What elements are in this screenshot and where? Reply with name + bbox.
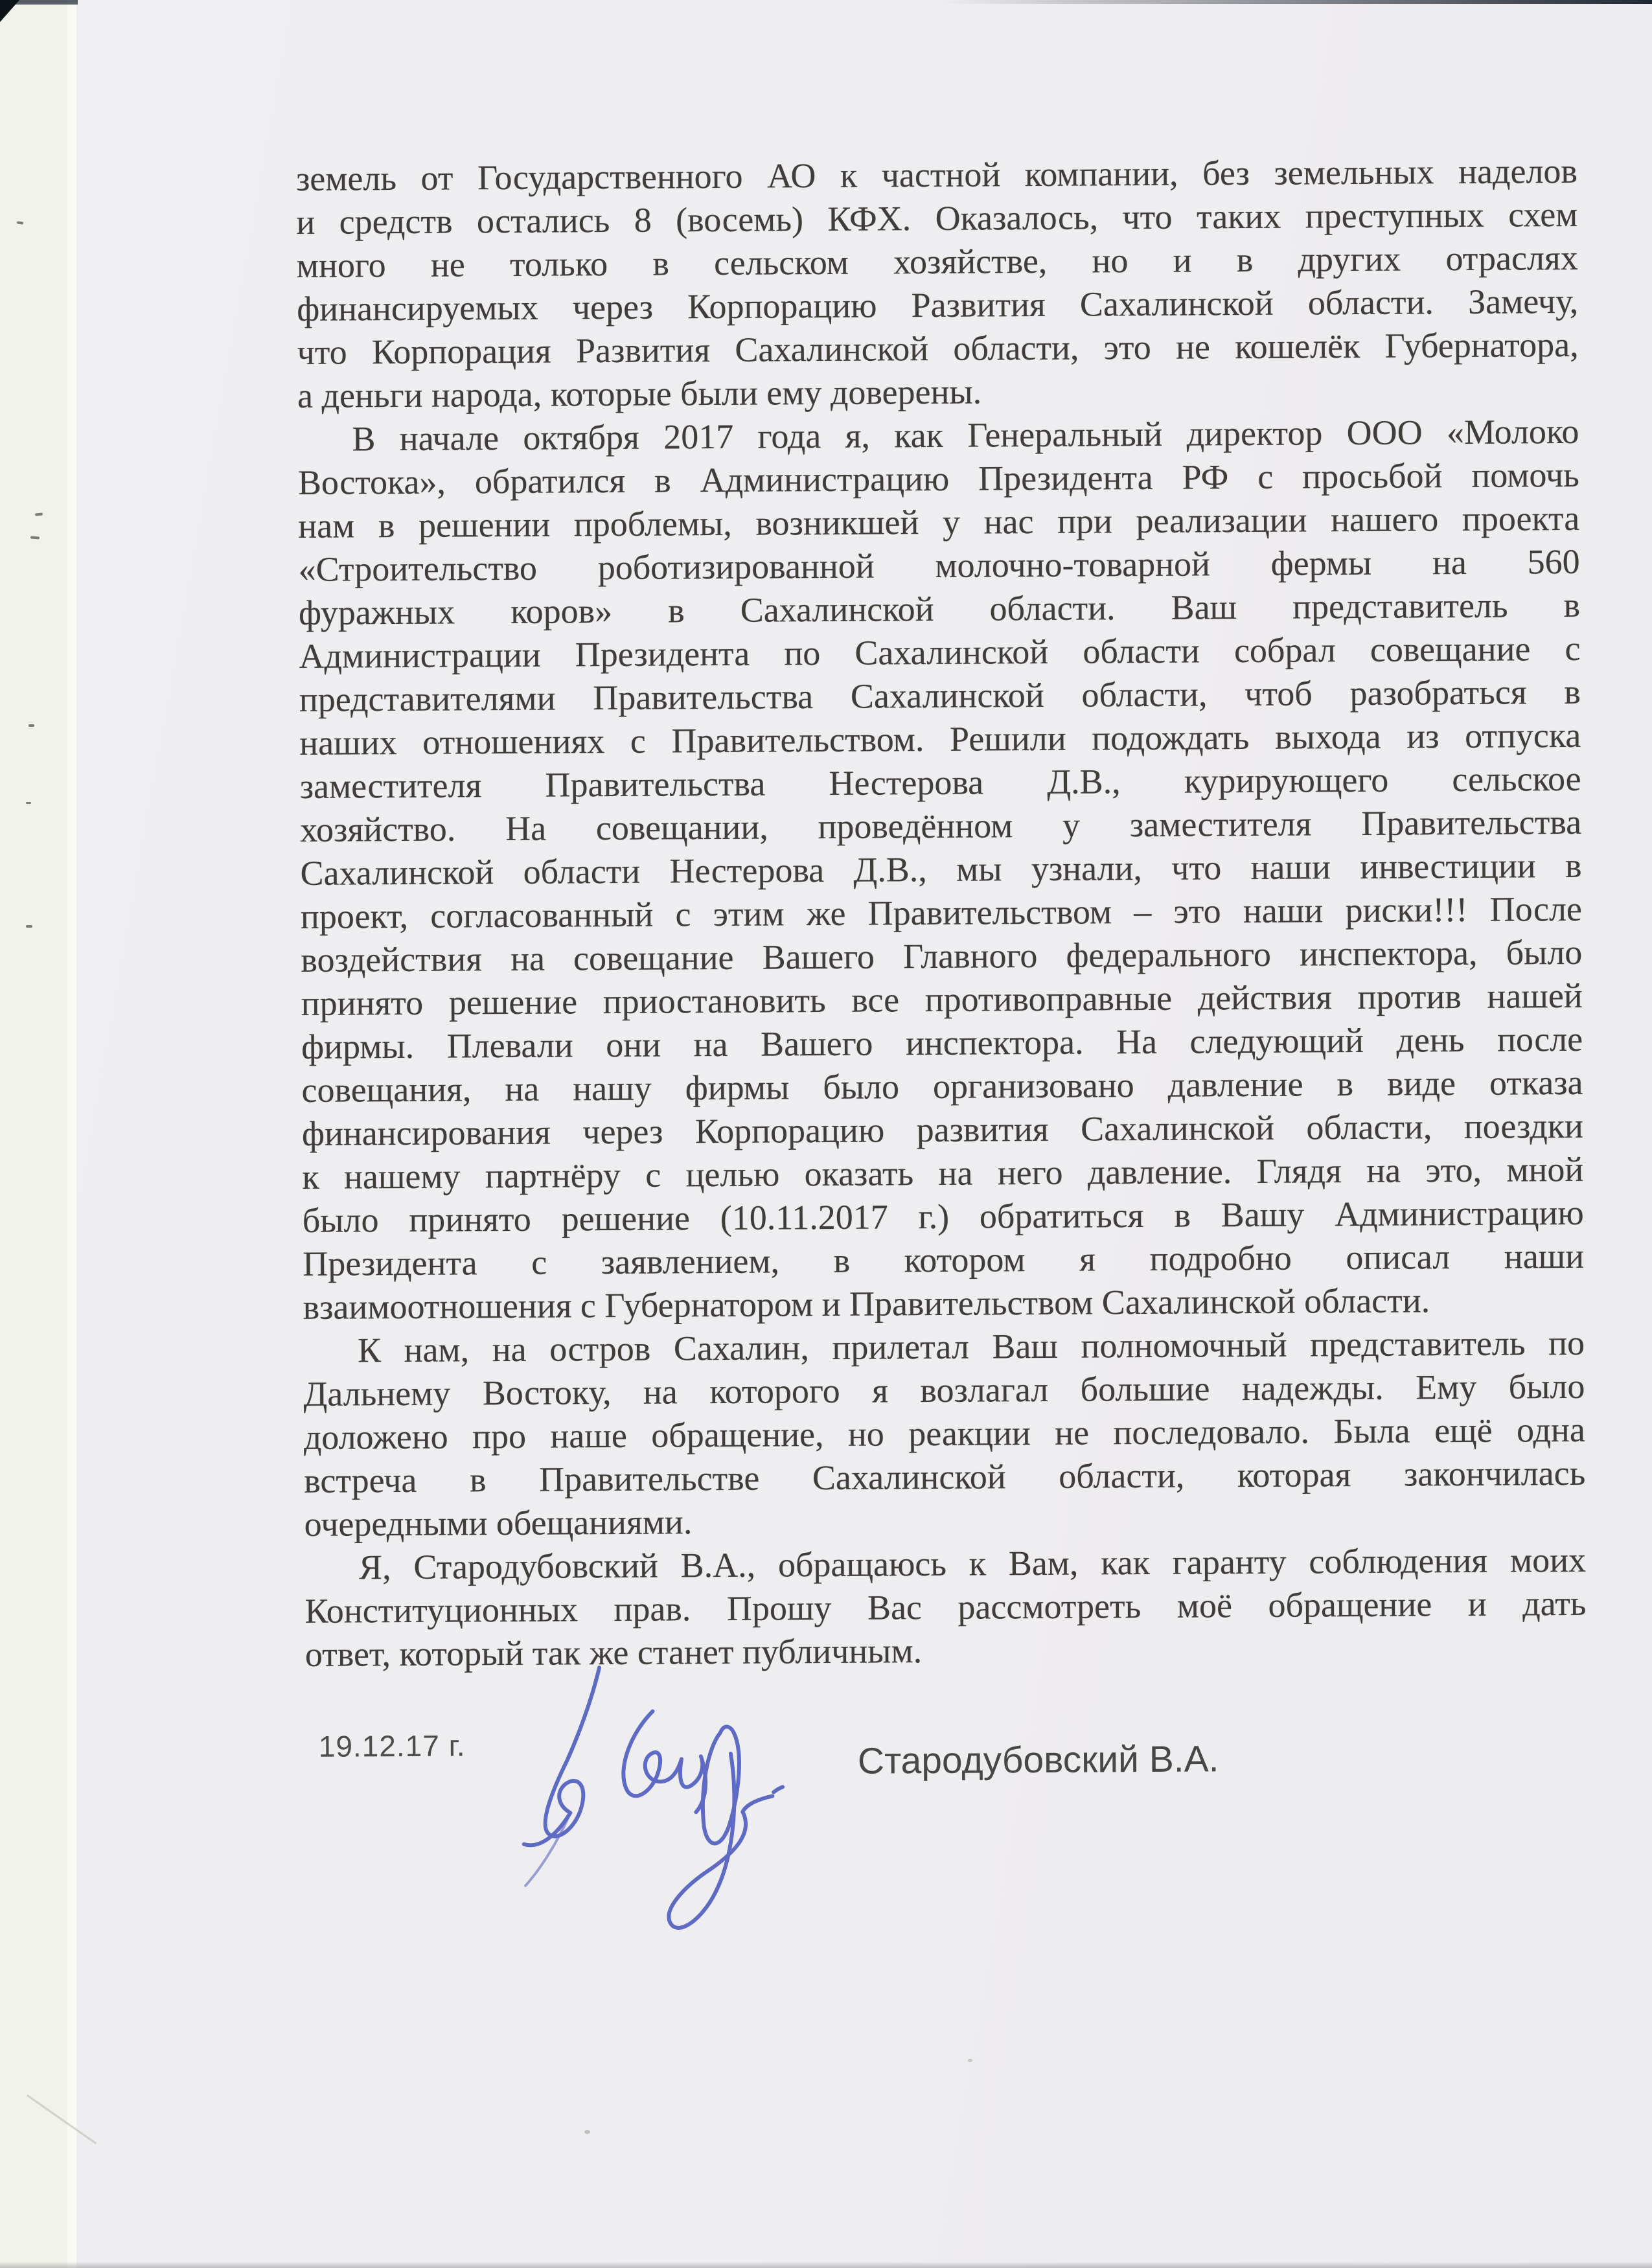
body-line: Дальнему Востоку, на которого я возлагал большие надежды. Ему было [303,1366,1585,1414]
body-line: встреча в Правительстве Сахалинской области, которая закончилась [304,1453,1586,1500]
body-line: наших отношениях с Правительством. Решили подождать выхода из отпуска [299,715,1581,762]
body-line: финансируемых через Корпорацию Развития Сахалинской области. Замечу, [297,281,1579,328]
body-line: к нашему партнёру с целью оказать на него давление. Глядя на это, мной [302,1149,1584,1197]
body-line: фирмы. Плевали они на Вашего инспектора. На следующий день после [301,1019,1583,1066]
body-line: Сахалинской области Нестерова Д.В., мы узнали, что наши инвестиции в [300,845,1582,893]
body-line: воздействия на совещание Вашего Главного федерального инспектора, было [301,932,1583,979]
body-line: фуражных коров» в Сахалинской области. Ваш представитель в [298,585,1581,632]
body-line: принято решение приостановить все противоправные действия против нашей [301,976,1583,1023]
body-line: ответ, который так же станет публичным. [304,1631,923,1674]
body-line: что Корпорация Развития Сахалинской области, это не кошелёк Губернатора, [297,325,1579,372]
body-line: много не только в сельском хозяйстве, но и в других отраслях [296,238,1578,285]
body-line: нам в решении проблемы, возникшей у нас при реализации нашего проекта [298,498,1580,545]
body-line: «Строительство роботизированной молочно-товарной фермы на 560 [298,542,1580,589]
body-line: взаимоотношения с Губернатором и Правительством Сахалинской области. [303,1281,1430,1327]
body-line: совещания, на нашу фирмы было организовано давление в виде отказа [301,1062,1583,1110]
body-line: а деньги народа, которые были ему доверены. [297,372,982,415]
letter-date: 19.12.17 г. [318,1728,466,1763]
body-line: очередными обещаниями. [304,1502,693,1544]
body-line: проект, согласованный с этим же Правительством – это наши риски!!! После [300,889,1583,936]
body-line: В начале октября 2017 года я, как Генеральный директор ООО «Молоко [352,411,1579,459]
body-line: и средств остались 8 (восемь) КФХ. Оказалось, что таких преступных схем [296,194,1578,242]
body-line: Конституционных прав. Прошу Вас рассмотреть моё обращение и дать [304,1583,1587,1631]
body-line: Я, Стародубовский В.А., обращаюсь к Вам, как гаранту соблюдения моих [358,1540,1587,1587]
body-line: доложено про наше обращение, но реакции не последовало. Была ещё одна [303,1410,1585,1457]
signer-name: Стародубовский В.А. [857,1738,1219,1782]
body-line: представителями Правительства Сахалинской области, чтоб разобраться в [299,672,1581,719]
body-line: Президента с заявлением, в котором я подробно описал наши [303,1236,1585,1283]
body-line: Востока», обратился в Администрацию Президента РФ с просьбой помочь [297,455,1579,502]
body-line: земель от Государственного АО к частной компании, без земельных наделов [295,151,1578,198]
letter-body [296,150,1587,1677]
body-line: финансирования через Корпорацию развития Сахалинской области, поездки [301,1106,1584,1153]
body-line: заместителя Правительства Нестерова Д.В., курирующего сельское [299,759,1581,806]
body-line: Администрации Президента по Сахалинской области собрал совещание с [299,628,1581,676]
body-line: К нам, на остров Сахалин, прилетал Ваш полномочный представитель по [357,1323,1585,1370]
body-line: хозяйство. На совещании, проведённом у заместителя Правительства [299,802,1582,849]
signature-ink [514,1656,788,1956]
body-line: было принято решение (10.11.2017 г.) обратиться в Вашу Администрацию [302,1193,1584,1240]
